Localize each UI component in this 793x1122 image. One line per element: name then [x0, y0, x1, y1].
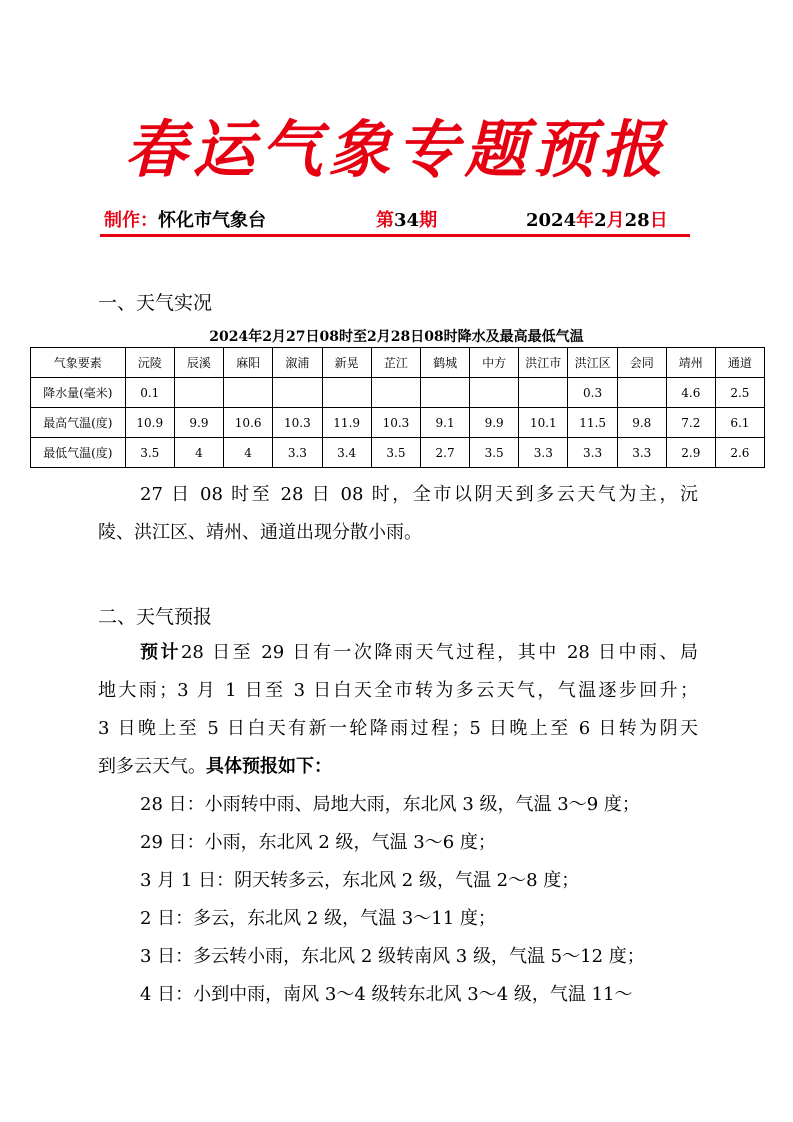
table-cell: 0.1: [125, 378, 174, 408]
summary-line: 陵、洪江区、靖州、通道出现分散小雨。: [98, 522, 422, 543]
table-cell: 3.5: [470, 438, 519, 468]
table-cell: 2.6: [715, 438, 764, 468]
lead: 预计: [140, 642, 181, 663]
row-label: 最低气温(度): [31, 438, 126, 468]
issue-suffix: 期: [419, 210, 438, 231]
forecast-line: 3 日晚上至 5 日白天有新一轮降雨过程；5 日晚上至 6 日转为阴天: [98, 718, 698, 739]
table-cell: 9.9: [470, 408, 519, 438]
forecast-item: 29 日：小雨，东北风 2 级，气温 3～6 度；: [140, 832, 496, 853]
forecast-item: 3 月 1 日：阴天转多云，东北风 2 级，气温 2～8 度；: [140, 870, 580, 891]
table-cell: 3.3: [568, 438, 617, 468]
table-cell: 4: [223, 438, 272, 468]
forecast-text: [98, 634, 698, 1014]
section2-heading: 二、天气预报: [98, 606, 213, 628]
row-label: 降水量(毫米): [31, 378, 126, 408]
maker-label: 制作：: [104, 210, 158, 231]
forecast-line: [98, 634, 698, 672]
summary-line: 27 日 08 时至 28 日 08 时，全市以阴天到多云天气为主，沅: [140, 484, 698, 505]
table-cell: 芷江: [371, 348, 420, 378]
table-cell: 2.5: [715, 378, 764, 408]
table-cell: 4.6: [666, 378, 715, 408]
table-cell: 中方: [470, 348, 519, 378]
table-cell: [223, 378, 272, 408]
table-cell: 洪江市: [519, 348, 568, 378]
table-cell: 溆浦: [273, 348, 322, 378]
table-cell: 靖州: [666, 348, 715, 378]
table-cell: [322, 378, 371, 408]
table-cell: 9.8: [617, 408, 666, 438]
table-cell: 9.1: [421, 408, 470, 438]
issue-prefix: 第: [376, 210, 394, 231]
table-cell: 6.1: [715, 408, 764, 438]
table-cell: 3.4: [322, 438, 371, 468]
forecast-item: 28 日：小雨转中雨、局地大雨，东北风 3 级，气温 3～9 度；: [140, 794, 640, 815]
issue-date: [526, 206, 668, 232]
table-cell: 9.9: [174, 408, 223, 438]
table-cell: 辰溪: [174, 348, 223, 378]
issue-number: [376, 206, 437, 232]
table-cell: 3.5: [371, 438, 420, 468]
table-cell: 11.9: [322, 408, 371, 438]
maker: [104, 206, 266, 232]
table-cell: 10.3: [273, 408, 322, 438]
observation-table: [30, 347, 765, 468]
table-cell: 7.2: [666, 408, 715, 438]
table-cell: 10.3: [371, 408, 420, 438]
para-text: 到多云天气。: [98, 756, 206, 777]
month-unit: 月: [606, 210, 625, 231]
table-cell: [421, 378, 470, 408]
table-cell: [273, 378, 322, 408]
day: 28: [624, 210, 650, 231]
forecast-line: [98, 748, 698, 786]
table-cell: 2.9: [666, 438, 715, 468]
para-text: 28 日至 29 日有一次降雨天气过程，其中 28 日中雨、局: [180, 642, 699, 663]
year: 2024: [526, 210, 577, 231]
table-cell: 2.7: [421, 438, 470, 468]
forecast-item: 2 日：多云，东北风 2 级，气温 3～11 度；: [140, 908, 496, 929]
table-cell: 4: [174, 438, 223, 468]
table-cell: 麻阳: [223, 348, 272, 378]
table-cell: [519, 378, 568, 408]
row-label: 最高气温(度): [31, 408, 126, 438]
table-row: [31, 378, 765, 408]
forecast-item: 4 日：小到中雨，南风 3～4 级转东北风 3～4 级，气温 11～: [140, 984, 633, 1005]
section1-heading: 一、天气实况: [98, 292, 213, 314]
issue-no: 34: [394, 210, 420, 231]
table-cell: 鹤城: [421, 348, 470, 378]
table-cell: 3.3: [519, 438, 568, 468]
table-row: [31, 408, 765, 438]
table-cell: 3.5: [125, 438, 174, 468]
document-title: 春运气象专题预报: [124, 113, 669, 186]
forecast-line: 地大雨；3 月 1 日至 3 日白天全市转为多云天气，气温逐步回升；: [98, 680, 698, 701]
table-cell: 10.1: [519, 408, 568, 438]
table-cell: [371, 378, 420, 408]
table-caption: 2024年2月27日08时至2月28日08时降水及最高最低气温: [209, 329, 584, 345]
table-cell: 3.3: [617, 438, 666, 468]
table-cell: 10.6: [223, 408, 272, 438]
table-cell: 沅陵: [125, 348, 174, 378]
table-cell: 0.3: [568, 378, 617, 408]
month: 2: [594, 210, 607, 231]
day-unit: 日: [649, 210, 668, 231]
table-cell: [617, 378, 666, 408]
table-cell: 洪江区: [568, 348, 617, 378]
table-cell: 通道: [715, 348, 764, 378]
observation-summary: [98, 476, 698, 552]
table-cell: 11.5: [568, 408, 617, 438]
forecast-item: 3 日：多云转小雨，东北风 2 级转南风 3 级，气温 5～12 度；: [140, 946, 645, 967]
table-header-row: [31, 348, 765, 378]
table-cell: [470, 378, 519, 408]
row-label: 气象要素: [31, 348, 126, 378]
year-unit: 年: [576, 210, 595, 231]
table-cell: 3.3: [273, 438, 322, 468]
table-cell: [174, 378, 223, 408]
table-cell: 会同: [617, 348, 666, 378]
table-row: [31, 438, 765, 468]
table-cell: 10.9: [125, 408, 174, 438]
table-cell: 新晃: [322, 348, 371, 378]
detail-label: 具体预报如下：: [206, 756, 332, 777]
maker-name: 怀化市气象台: [158, 210, 266, 231]
header-divider: [100, 234, 690, 237]
